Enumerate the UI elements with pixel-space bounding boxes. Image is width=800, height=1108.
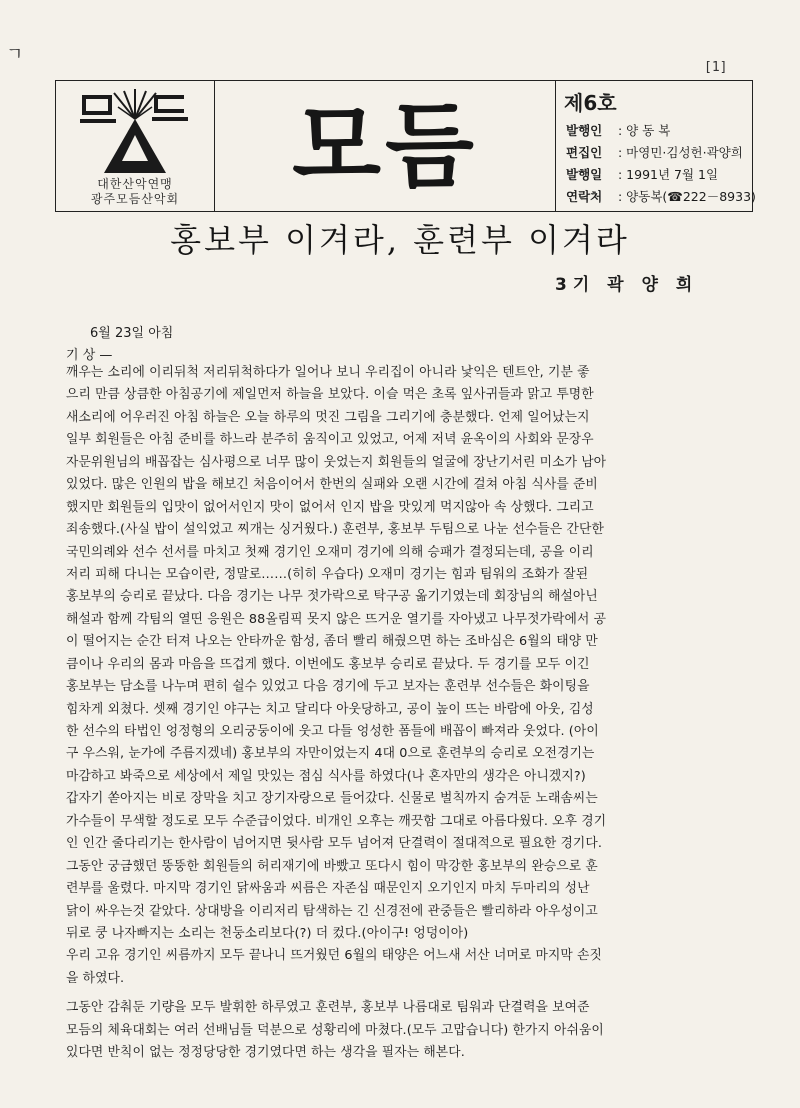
article-line: 모듬의 체육대회는 여러 선배님들 덕분으로 성황리에 마쳤다.(모두 고맙습니다) 한가지 아쉬움이 xyxy=(66,1022,604,1038)
article-line: 죄송했다.(사실 밥이 설익었고 찌개는 싱거웠다.) 훈련부, 홍보부 두팀으로 나눈 선수들은 간단한 xyxy=(66,522,604,538)
article-line: 그동안 감춰둔 기량을 모두 발휘한 하루였고 훈련부, 홍보부 나름대로 팀워과 단결력을 보여준 xyxy=(66,1000,590,1016)
article-line: 큼이나 우리의 몸과 마음을 뜨겁게 했다. 이번에도 홍보부 승리로 끝났다. 두 경기를 모두 이긴 xyxy=(66,656,590,672)
article-line: 이 떨어지는 순간 터져 나오는 안타까운 함성, 좀더 빨리 해줬으면 하는 조바심은 6월의 태양 만 xyxy=(66,634,598,650)
article-line: 을 하였다. xyxy=(66,970,125,986)
info-date xyxy=(566,165,756,185)
info-label: 발행일 xyxy=(566,167,603,182)
article-line: 일부 회원들은 아침 준비를 하느라 분주히 움직이고 있었고, 어제 저녁 윤옥이의 사회와 문장우 xyxy=(66,432,594,448)
logo-caption-club: 광주모듬산악회 xyxy=(90,192,180,206)
article-line: 새소리에 어우러진 아침 하늘은 오늘 하루의 멋진 그림을 그리기에 충분했다. 언제 일어났는지 xyxy=(66,409,590,425)
info-editors xyxy=(566,143,756,163)
article-line: 뒤로 쿵 나자빠지는 소리는 천둥소리보다(?) 더 컸다.(아이구! 엉덩이아) xyxy=(66,925,469,941)
article-line: 했지만 회원들의 입맛이 없어서인지 맛이 없어서 인지 밥을 맛있게 먹지않아 속 상했다. 그리고 xyxy=(66,499,594,515)
article-line: 련부를 울렸다. 마지막 경기인 닭싸움과 씨름은 자존심 때문인지 오기인지 마치 두마리의 성난 xyxy=(66,881,590,897)
info-publisher xyxy=(566,121,756,141)
mountain-club-logo-icon xyxy=(74,89,196,177)
article-line: 가수들이 무색할 정도로 모두 수준급이었다. 비개인 오후는 깨끗함 그대로 아름다웠다. 오후 경기 xyxy=(66,813,607,829)
issue-number: 제6호 xyxy=(564,91,617,115)
logo-caption-federation: 대한산악연맹 xyxy=(97,177,173,191)
corner-mark: ㄱ xyxy=(6,44,24,65)
info-label: 편집인 xyxy=(566,145,603,160)
article-line: 구 우스워, 눈가에 주름지겠네) 홍보부의 자만이었는지 4대 0으로 훈련부의 승리로 오전경기는 xyxy=(66,746,595,762)
article-line: 있다면 반칙이 없는 정정당당한 경기였다면 하는 생각을 필자는 해본다. xyxy=(66,1045,465,1061)
article-line: 갑자기 쏟아지는 비로 장막을 치고 장기자랑으로 들어갔다. 신물로 벌칙까지 숨겨둔 노래솜씨는 xyxy=(66,791,598,807)
masthead xyxy=(55,80,756,212)
article-line: 우리 고유 경기인 씨름까지 모두 끝나니 뜨거웠던 6월의 태양은 어느새 서산 너머로 마지막 손짓 xyxy=(66,948,602,964)
article-line: 해설과 함께 각팀의 열띤 응원은 88올림픽 못지 않은 뜨거운 열기를 자아냈고 나무젓가락에서 공 xyxy=(66,611,607,627)
title-block xyxy=(215,81,556,211)
info-value: : 1991년 7월 1일 xyxy=(618,167,719,182)
article-line: 힘차게 외쳤다. 셋째 경기인 야구는 치고 달리다 아웃당하고, 공이 높이 뜨는 바람에 아웃, 김성 xyxy=(66,701,594,717)
info-label: 발행인 xyxy=(566,123,603,138)
publication-info xyxy=(556,81,756,211)
info-value: : 양동복(☎222－8933) xyxy=(618,189,756,204)
newsletter-title: 모듬 xyxy=(292,92,478,200)
article-line: 깨우는 소리에 이리뒤척 저리뒤척하다가 일어나 보니 우리집이 아니라 낯익은 텐트안, 기분 좋 xyxy=(66,365,590,380)
info-value: : 마영민·김성헌·곽양희 xyxy=(618,145,743,160)
article-line: 으리 만큼 상큼한 아침공기에 제일먼저 하늘을 보았다. 이슬 먹은 초록 잎사귀들과 맑고 투명한 xyxy=(66,387,594,403)
paragraph-gap xyxy=(66,990,734,997)
article-dateline: 6월 23일 아침 xyxy=(90,326,174,341)
info-contact xyxy=(566,187,756,207)
article-line: 있었다. 많은 인원의 밥을 해보긴 처음이어서 한번의 실패와 오랜 시간에 걸쳐 아침 식사를 준비 xyxy=(66,477,598,493)
article-line: 자문위원님의 배꼽잡는 심사평으로 너무 많이 웃었는지 회원들의 얼굴에 장난기서린 미소가 남아 xyxy=(66,454,607,470)
article-body xyxy=(66,362,734,1065)
info-value: : 양 동 복 xyxy=(618,123,671,138)
logo-block xyxy=(56,81,215,211)
article-author: 3기 곽 양 희 xyxy=(555,275,699,295)
info-label: 연락처 xyxy=(566,189,603,204)
article-line: 인 인간 줄다리기는 한사람이 넘어지면 뒷사람 모두 넘어져 단결력이 절대적으로 필요한 경기다. xyxy=(66,836,603,852)
article-headline: 홍보부 이겨라, 훈련부 이겨라 xyxy=(170,221,630,259)
article-line: 한 선수의 타법인 엉정형의 오리궁둥이에 웃고 다들 엉성한 폼들에 배꼽이 빠져라 웃었다. (아이 xyxy=(66,724,599,739)
article-weather: 기 상 — xyxy=(66,348,113,363)
article-line: 홍보부의 승리로 끝났다. 다음 경기는 나무 젓가락으로 탁구공 옮기기였는데 회장님의 해설아닌 xyxy=(66,589,598,605)
article-line: 국민의례와 선수 선서를 마치고 첫째 경기인 오재미 경기에 의해 승패가 결정되는데, 공을 이리 xyxy=(66,544,594,560)
article-line: 홍보부는 담소를 나누며 편히 쉴수 있었고 다음 경기에 두고 보자는 훈련부 선수들은 화이팅을 xyxy=(66,679,590,695)
article-line: 마감하고 봐죽으로 세상에서 제일 맛있는 점심 식사를 하였다(나 혼자만의 생각은 아니겠지?) xyxy=(66,768,586,784)
article-line: 닭이 싸우는것 같았다. 상대방을 이리저리 탐색하는 긴 신경전에 관중들은 빨리하라 아우성이고 xyxy=(66,903,598,919)
page-number: [1] xyxy=(704,60,728,75)
article-line: 그동안 궁금했던 뚱뚱한 회원들의 허리재기에 바빴고 또다시 힘이 막강한 홍보부의 완승으로 훈 xyxy=(66,858,598,874)
article-line: 저리 피해 다니는 모습이란, 정말로……(히히 우습다) 오재미 경기는 힘과 팀워의 조화가 잘된 xyxy=(66,566,589,582)
